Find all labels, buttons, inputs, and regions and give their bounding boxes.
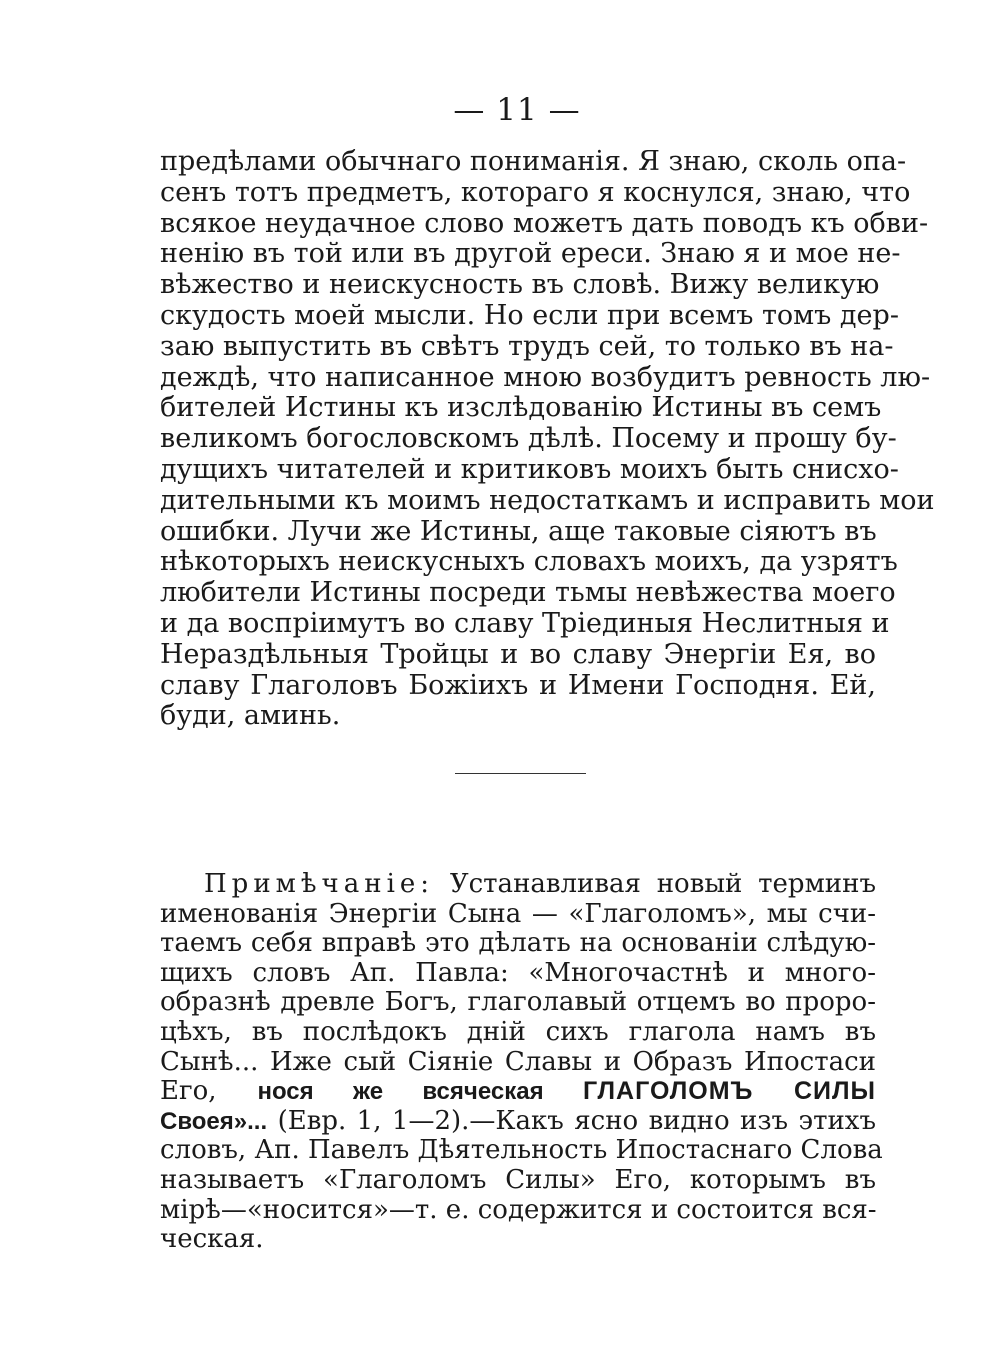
text-line: буди, аминь. <box>160 700 341 732</box>
footnote-line: Сынѣ... Иже сый Сіяніе Славы и Образъ Ипостаси <box>160 1046 876 1077</box>
text-line: любители Истины посреди тьмы невѣжества моего <box>160 577 896 609</box>
footnote-line: таемъ себя вправѣ это дѣлать на основаніи слѣдую- <box>160 928 876 959</box>
footnote-text: Устанавливая новый терминъ <box>434 869 876 899</box>
text-line: всякое неудачное слово можетъ дать поводъ къ обви- <box>160 207 929 239</box>
footnote-label: Примѣчаніе: <box>204 869 435 899</box>
main-paragraph <box>160 146 935 732</box>
text-line: Нераздѣльныя Тройцы и во славу Энергіи Ея, во <box>160 638 876 670</box>
footnote-line: словъ, Ап. Павелъ Дѣятельность Ипостаснаго Слова <box>160 1135 883 1166</box>
emphasized-quote: Своея»... <box>160 1107 268 1135</box>
page-number: — 11 — <box>453 92 581 128</box>
text-line: дущихъ читателей и критиковъ моихъ быть снисхо- <box>160 453 899 485</box>
text-line: вѣжество и неискусность въ словѣ. Вижу великую <box>160 269 880 301</box>
text-line: ошибки. Лучи же Истины, аще таковые сіяютъ въ <box>160 515 877 547</box>
text-line: предѣлами обычнаго пониманія. Я знаю, сколь опа- <box>160 146 907 177</box>
footnote-text: (Евр. 1, 1—2).—Какъ ясно видно изъ этихъ <box>267 1105 876 1136</box>
footnote-line <box>160 1107 876 1137</box>
text-line: славу Глаголовъ Божіихъ и Имени Господня. Ей, <box>160 669 876 701</box>
footnote-line: именованія Энергіи Сына — «Глаголомъ», мы счи- <box>160 898 876 929</box>
footnote-line: мірѣ—«носится»—т. е. содержится и состоится вся- <box>160 1194 877 1225</box>
text-line: сенъ тотъ предметъ, котораго я коснулся, знаю, что <box>160 176 911 208</box>
text-line: заю выпустить въ свѣтъ трудъ сей, то только въ на- <box>160 330 894 362</box>
section-divider <box>455 773 586 774</box>
text-line: скудость моей мысли. Но если при всемъ томъ дер- <box>160 299 899 331</box>
text-line: нѣкоторыхъ неискусныхъ словахъ моихъ, да узрятъ <box>160 546 898 578</box>
footnote-line: ческая. <box>160 1224 264 1255</box>
footnote-line <box>160 1077 876 1107</box>
text-line: бителей Истины къ изслѣдованію Истины въ семъ <box>160 392 882 424</box>
text-line: деждѣ, что написанное мною возбудитъ ревность лю- <box>160 361 931 393</box>
text-line: великомъ богословскомъ дѣлѣ. Посему и прошу бу- <box>160 423 897 455</box>
footnote <box>160 869 883 1255</box>
text-line: и да воспріимутъ во славу Тріединыя Неслитныя и <box>160 607 890 639</box>
footnote-line: образнѣ древле Богъ, глаголавый отцемъ во проро- <box>160 987 876 1018</box>
footnote-line <box>160 870 876 900</box>
footnote-line: щихъ словъ Ап. Павла: «Многочастнѣ и много- <box>160 957 876 988</box>
emphasized-quote: нося же всяческая <box>257 1078 583 1106</box>
footnote-line: цѣхъ, въ послѣдокъ дній сихъ глагола намъ въ <box>160 1016 876 1047</box>
emphasized-quote-caps: ГЛАГОЛОМЪ СИЛЫ <box>582 1077 876 1106</box>
footnote-text: Его, <box>160 1076 258 1107</box>
text-line: дительными къ моимъ недостаткамъ и исправить мои <box>160 484 935 516</box>
footnote-line: называетъ «Глаголомъ Силы» Его, которымъ въ <box>160 1164 876 1195</box>
text-line: ненію въ той или въ другой ереси. Знаю я и мое не- <box>160 238 901 270</box>
